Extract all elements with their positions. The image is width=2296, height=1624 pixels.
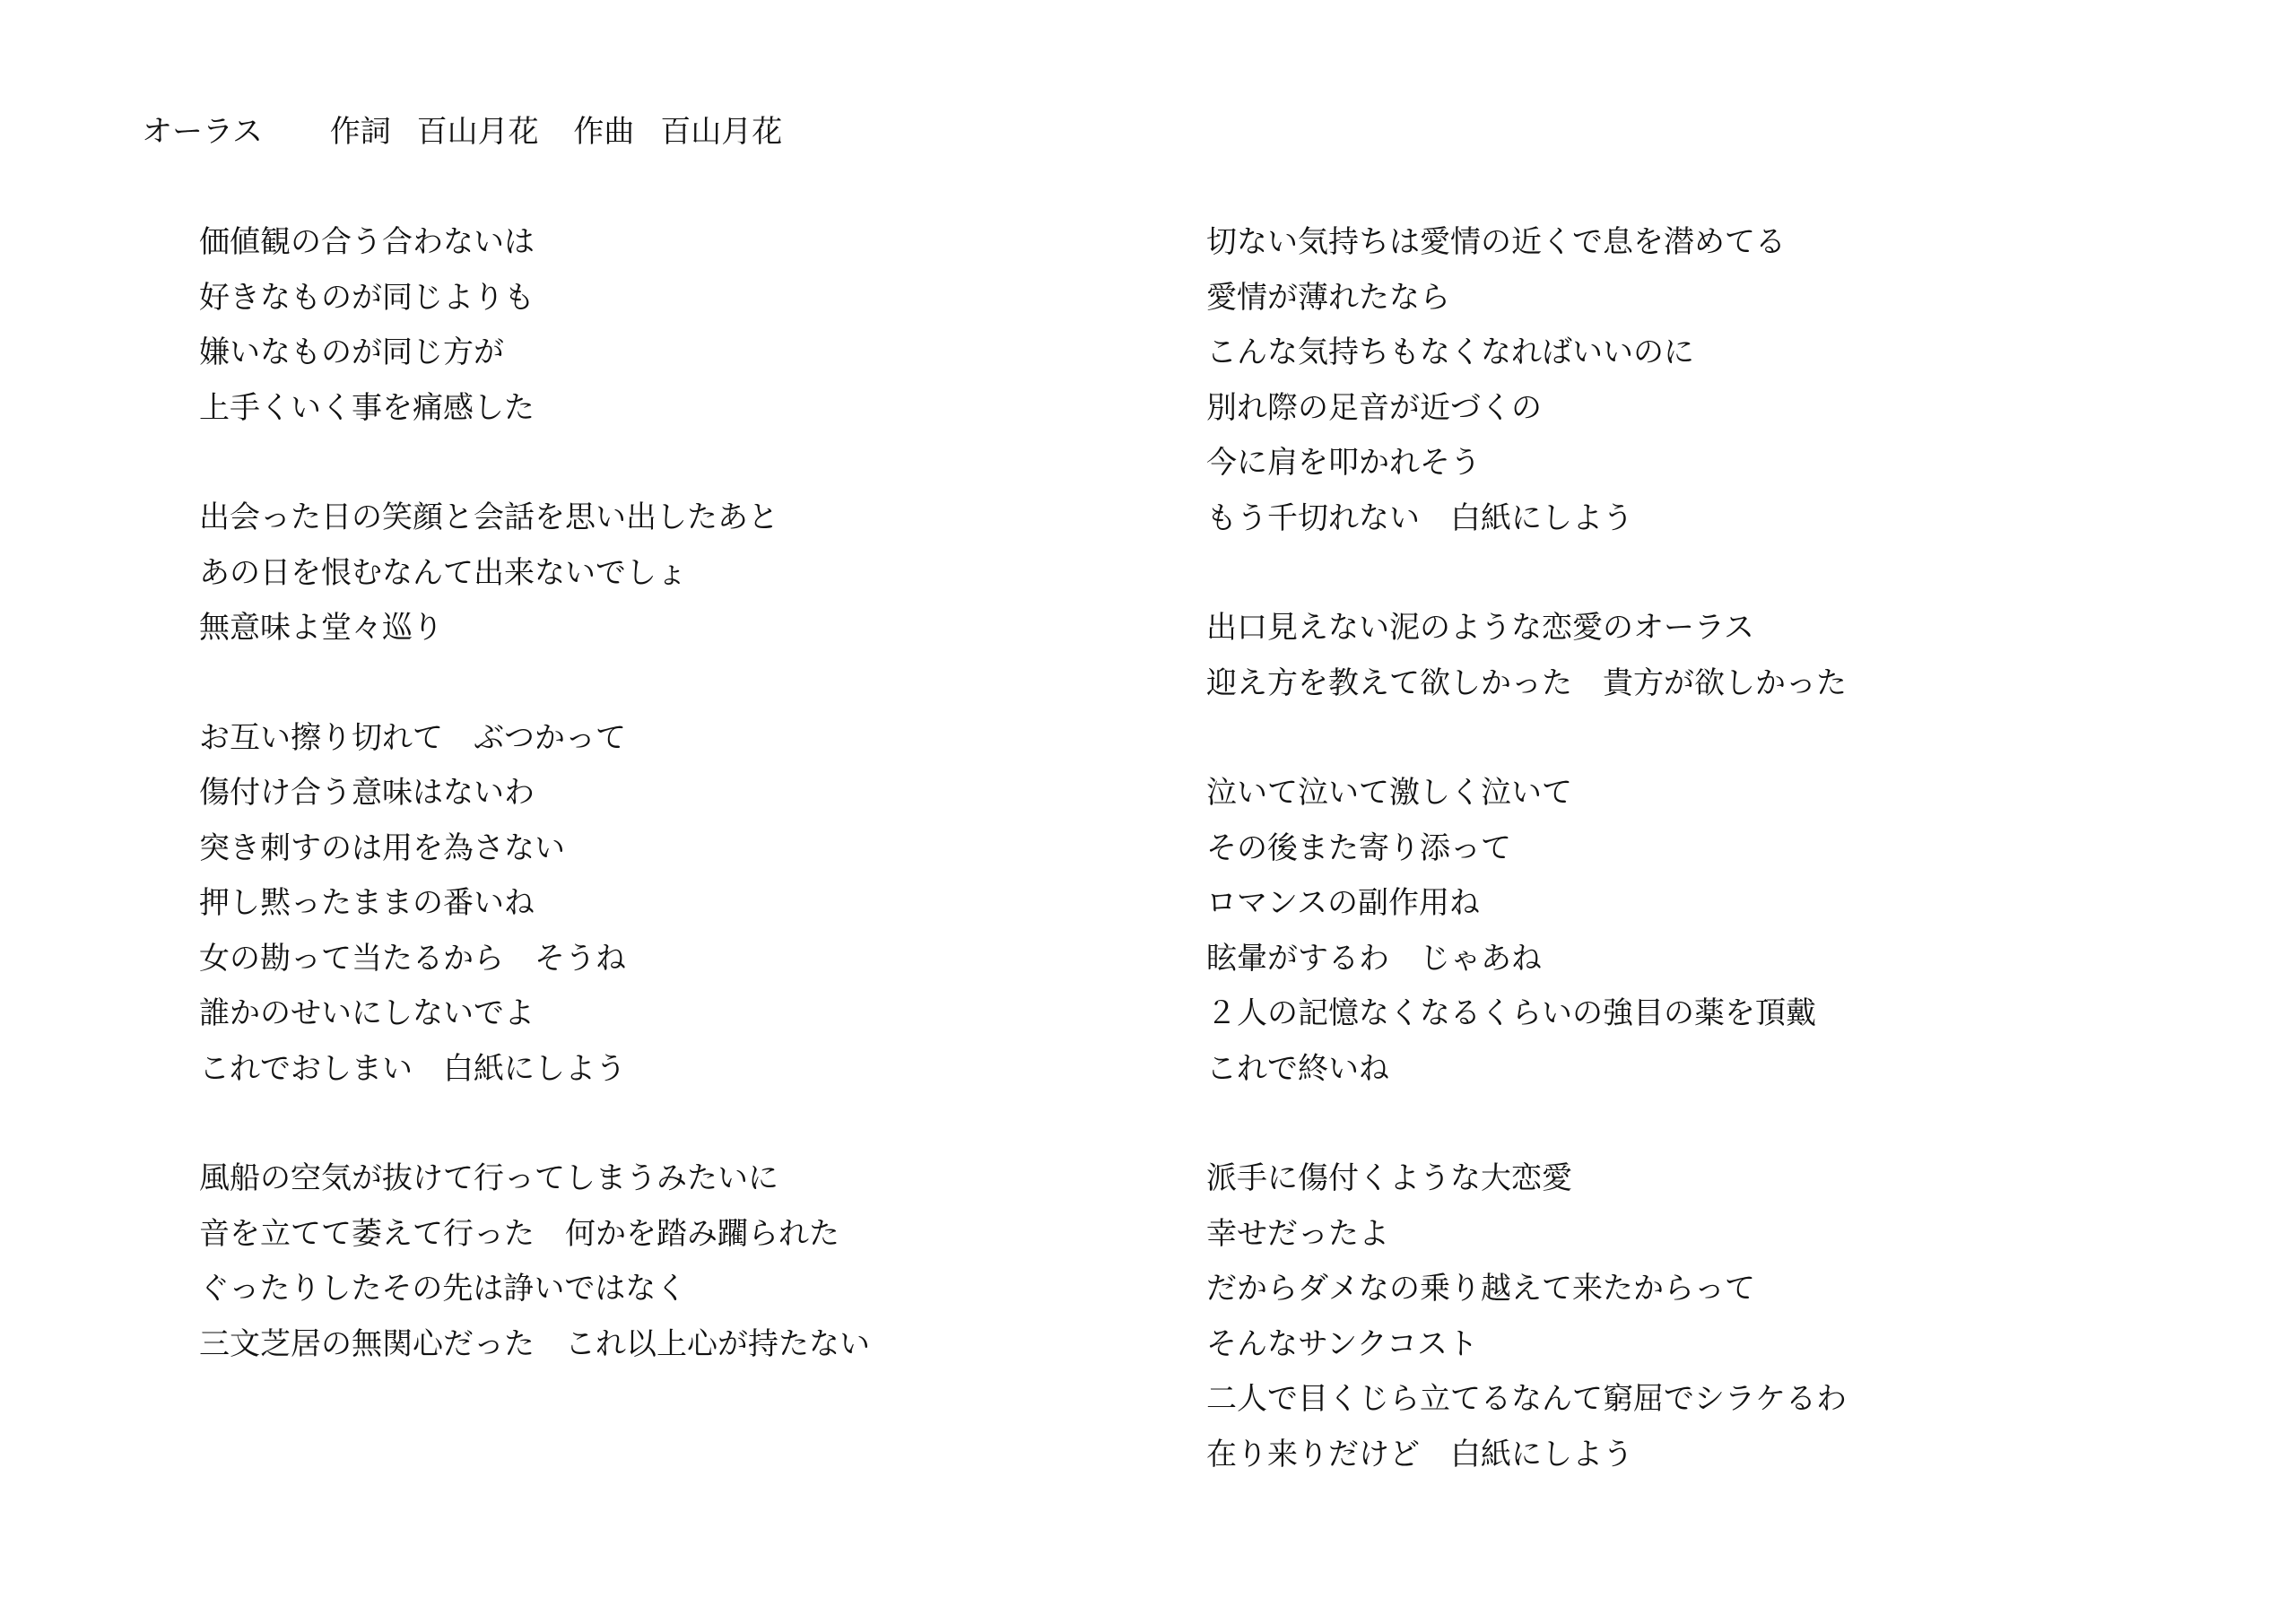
lyric-line: もう千切れない 白紙にしよう <box>1206 499 1633 536</box>
lyric-line: 別れ際の足音が近づくの <box>1206 389 1542 426</box>
lyric-line: あの日を恨むなんて出来ないでしょ <box>199 554 687 591</box>
lyric-line: 泣いて泣いて激しく泣いて <box>1206 775 1572 811</box>
lyric-stanza <box>199 491 1096 656</box>
lyric-line: 上手くいく事を痛感した <box>199 389 535 426</box>
lyric-line: 迎え方を教えて欲しかった 貴方が欲しかった <box>1206 664 1847 701</box>
lyric-line: そんなサンクコスト <box>1206 1325 1478 1362</box>
lyric-line: お互い擦り切れて ぶつかって <box>199 719 626 756</box>
lyric-line: 風船の空気が抜けて行ってしまうみたいに <box>199 1160 778 1196</box>
lyric-line: ロマンスの副作用ね <box>1206 885 1480 921</box>
song-title: オーラス <box>142 114 263 150</box>
lyric-line: ぐったりしたその先は諍いではなく <box>199 1271 687 1307</box>
lyric-line: 女の勘って当たるから そうね <box>199 940 626 977</box>
lyrics-left-column <box>199 215 1096 1427</box>
lyric-line: こんな気持ちもなくなればいいのに <box>1206 334 1694 370</box>
lyric-stanza <box>1206 1151 2103 1482</box>
composer-name: 百山月花 <box>660 114 783 150</box>
lyric-line: だからダメなの乗り越えて来たからって <box>1206 1271 1755 1307</box>
lyric-line: 突き刺すのは用を為さない <box>199 829 565 866</box>
lyric-stanza <box>1206 766 2103 1097</box>
lyric-stanza <box>1206 601 2103 711</box>
lyric-line: その後また寄り添って <box>1206 829 1511 866</box>
lyric-line: 愛情が薄れたなら <box>1206 279 1450 316</box>
lyric-stanza <box>199 215 1096 436</box>
lyric-line: 嫌いなものが同じ方が <box>199 334 504 370</box>
lyric-line: 音を立てて萎えて行った 何かを踏み躙られた <box>199 1215 839 1252</box>
lyric-line: 押し黙ったままの番いね <box>199 885 535 921</box>
lyric-stanza <box>199 711 1096 1098</box>
lyric-line: これで終いね <box>1206 1050 1389 1087</box>
lyric-line: 三文芝居の無関心だった これ以上心が持たない <box>199 1325 870 1362</box>
lyric-line: 無意味よ堂々巡り <box>199 610 443 646</box>
lyric-line: 誰かのせいにしないでよ <box>199 995 535 1031</box>
lyric-line: 在り来りだけど 白紙にしよう <box>1206 1436 1633 1472</box>
lyric-stanza <box>199 1151 1096 1372</box>
lyric-line: 価値観の合う合わないは <box>199 224 535 260</box>
lyric-line: 出会った日の笑顔と会話を思い出したあと <box>199 499 778 535</box>
lyric-line: 傷付け合う意味はないわ <box>199 775 535 811</box>
lyric-line: ２人の記憶なくなるくらいの強目の薬を頂戴 <box>1206 995 1816 1031</box>
lyric-line: これでおしまい 白紙にしよう <box>199 1050 626 1087</box>
lyric-line: 二人で目くじら立てるなんて窮屈でシラケるわ <box>1206 1381 1847 1417</box>
lyric-line: 今に肩を叩かれそう <box>1206 445 1481 481</box>
lyricist-label: 作詞 <box>329 114 391 150</box>
lyrics-right-column <box>1206 215 2103 1537</box>
lyric-line: 出口見えない泥のような恋愛のオーラス <box>1206 610 1754 646</box>
lyric-line: 好きなものが同じよりも <box>199 279 535 316</box>
lyric-stanza <box>1206 215 2103 546</box>
lyric-line: 眩暈がするわ じゃあね <box>1206 940 1542 977</box>
composer-label: 作曲 <box>573 114 635 150</box>
lyric-line: 幸せだったよ <box>1206 1215 1389 1252</box>
song-header <box>142 109 782 154</box>
lyric-line: 切ない気持ちは愛情の近くで息を潜めてる <box>1206 224 1786 260</box>
lyricist-name: 百山月花 <box>416 114 539 150</box>
lyric-line: 派手に傷付くような大恋愛 <box>1206 1160 1572 1196</box>
